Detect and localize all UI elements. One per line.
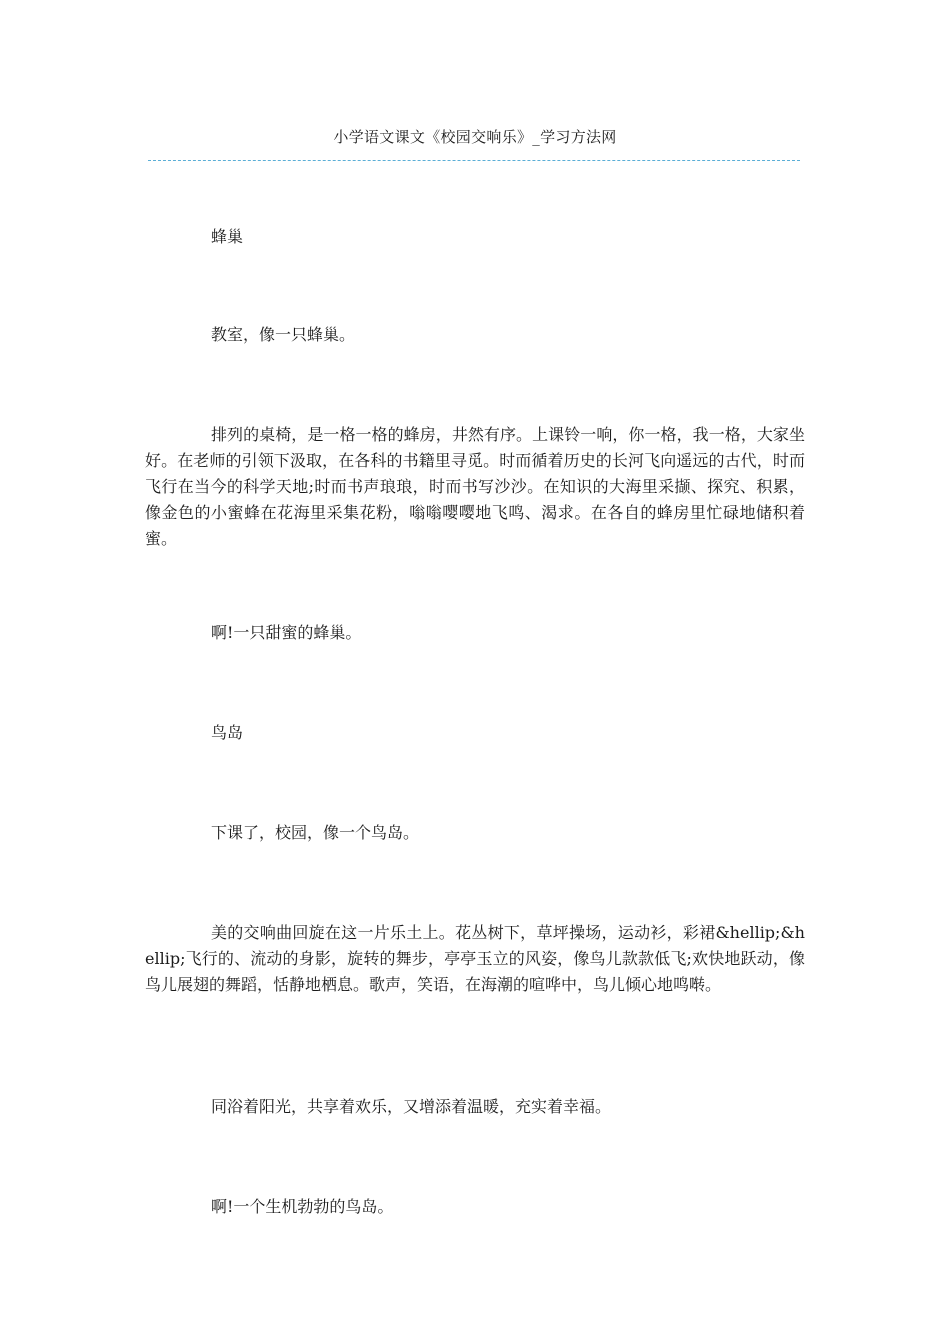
paragraph: 教室，像一只蜂巢。 <box>211 325 356 344</box>
paragraph: 下课了，校园，像一个鸟岛。 <box>211 823 420 842</box>
paragraph: 啊!一只甜蜜的蜂巢。 <box>211 623 362 642</box>
section-heading-beehive: 蜂巢 <box>211 227 244 246</box>
page-title: 小学语文课文《校园交响乐》_学习方法网 <box>333 128 617 146</box>
paragraph: 美的交响曲回旋在这一片乐土上。花丛树下，草坪操场，运动衫，彩裙&hellip;&hellip;飞行的、流动的身影，旋转的舞步，亭亭玉立的风姿，像鸟儿款款低飞;欢快地跃动，像鸟儿展翅的舞蹈，恬静地栖息。歌声，笑语，在海潮的喧哗中，鸟儿倾心地鸣啭。 <box>145 923 805 994</box>
header-dashed-divider <box>148 160 800 161</box>
section-heading-bird-island: 鸟岛 <box>211 723 244 742</box>
paragraph: 同浴着阳光，共享着欢乐，又增添着温暖，充实着幸福。 <box>211 1097 612 1116</box>
paragraph: 排列的桌椅，是一格一格的蜂房，井然有序。上课铃一响，你一格，我一格，大家坐好。在老师的引领下汲取，在各科的书籍里寻觅。时而循着历史的长河飞向遥远的古代，时而飞行在当今的科学天地;时而书声琅琅，时而书写沙沙。在知识的大海里采撷、探究、积累，像金色的小蜜蜂在花海里采集花粉，嗡嗡嘤嘤地飞鸣、渴求。在各自的蜂房里忙碌地储积着蜜。 <box>145 425 805 548</box>
paragraph: 啊!一个生机勃勃的鸟岛。 <box>211 1197 394 1216</box>
